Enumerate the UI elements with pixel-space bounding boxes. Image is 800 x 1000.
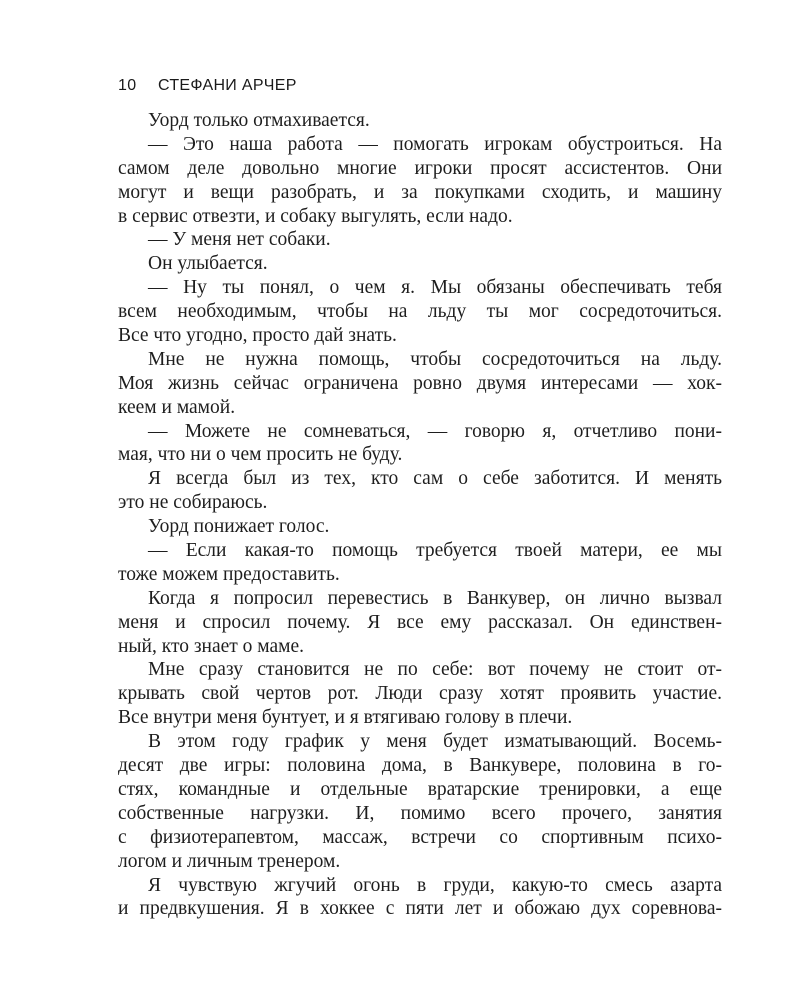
text-line: — Ну ты понял, о чем я. Мы обязаны обеспечивать тебя — [148, 277, 722, 299]
text-line: с физиотерапевтом, массаж, встречи со спортивным психо- — [118, 826, 722, 848]
text-line: Мне сразу становится не по себе: вот почему не стоит от- — [148, 659, 722, 681]
text-line: меня и спросил почему. Я все ему рассказал. Он единствен- — [118, 611, 722, 633]
text-line: всем необходимым, чтобы на льду ты мог сосредоточиться. — [118, 301, 722, 323]
text-line: крывать свой чертов рот. Люди сразу хотят проявить участие. — [118, 683, 722, 705]
running-head — [118, 77, 297, 95]
text-line: тоже можем предоставить. — [118, 563, 340, 585]
text-line: — Если какая-то помощь требуется твоей матери, ее мы — [148, 540, 722, 562]
text-line: — Это наша работа — помогать игрокам обустроиться. На — [148, 133, 722, 155]
text-line: ный, кто знает о маме. — [118, 635, 305, 657]
text-line: самом деле довольно многие игроки просят ассистентов. Они — [118, 157, 722, 179]
text-line: Я чувствую жгучий огонь в груди, какую-то смесь азарта — [148, 874, 722, 896]
text-line: мая, что ни о чем просить не буду. — [118, 444, 403, 466]
text-line: Все что угодно, просто дай знать. — [118, 325, 397, 347]
text-line: В этом году график у меня будет изматывающий. Восемь- — [148, 731, 722, 753]
text-line: это не собираюсь. — [118, 492, 268, 514]
text-line: стях, командные и отдельные вратарские тренировки, а еще — [118, 778, 722, 800]
text-line: в сервис отвезти, и собаку выгулять, если надо. — [118, 205, 513, 227]
text-line: Я всегда был из тех, кто сам о себе заботится. И менять — [148, 468, 722, 490]
running-title: СТЕФАНИ АРЧЕР — [158, 77, 297, 94]
page-number: 10 — [118, 77, 137, 94]
text-line: — Можете не сомневаться, — говорю я, отчетливо пони- — [148, 420, 722, 442]
text-line: кеем и мамой. — [118, 396, 236, 418]
text-line: логом и личным тренером. — [118, 850, 341, 872]
text-line: Уорд только отмахивается. — [148, 110, 370, 131]
text-line: Моя жизнь сейчас ограничена ровно двумя интересами — хок- — [118, 372, 722, 394]
text-line: Когда я попросил перевестись в Ванкувер, он лично вызвал — [148, 587, 722, 609]
text-line: Уорд понижает голос. — [148, 516, 330, 538]
body-text — [118, 109, 722, 921]
text-line: собственные нагрузки. И, помимо всего прочего, занятия — [118, 802, 722, 824]
text-line: десят две игры: половина дома, в Ванкувере, половина в го- — [118, 755, 722, 777]
text-line: могут и вещи разобрать, и за покупками сходить, и машину — [118, 181, 722, 203]
text-line: Мне не нужна помощь, чтобы сосредоточиться на льду. — [148, 348, 722, 370]
text-line: Все внутри меня бунтует, и я втягиваю голову в плечи. — [118, 707, 573, 729]
text-line: — У меня нет собаки. — [148, 229, 331, 251]
text-line: и предвкушения. Я в хоккее с пяти лет и обожаю дух соревнова- — [118, 898, 722, 920]
text-line: Он улыбается. — [148, 253, 268, 275]
